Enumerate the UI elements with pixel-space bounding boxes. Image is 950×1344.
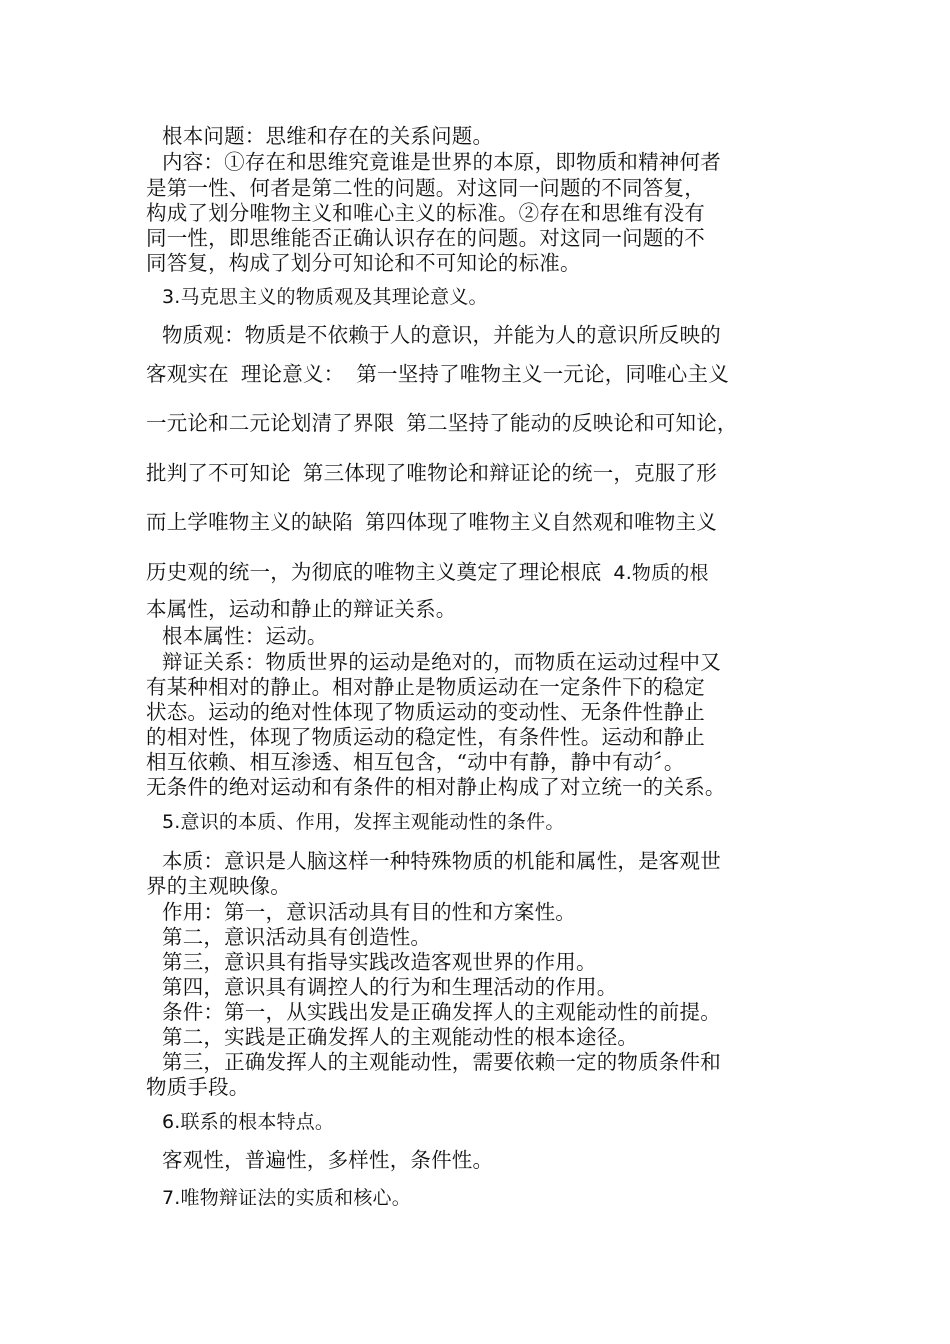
section-heading-5: 5.意识的本质、作用，发挥主观能动性的条件。 xyxy=(162,811,565,833)
text-line: 界的主观映像。 xyxy=(146,874,291,898)
text-line: 有某种相对的静止。相对静止是物质运动在一定条件下的稳定 xyxy=(146,675,705,699)
text-fragment: 而上学唯物主义的缺陷 xyxy=(146,510,353,534)
text-line: 是第一性、何者是第二性的问题。对这同一问题的不同答复， xyxy=(146,176,705,200)
text-fragment: 客观实在 xyxy=(146,362,229,386)
text-line: 第三，正确发挥人的主观能动性，需要依赖一定的物质条件和 xyxy=(162,1050,721,1074)
text-line: 作用：第一，意识活动具有目的性和方案性。 xyxy=(162,900,576,924)
section-heading-3: 3.马克思主义的物质观及其理论意义。 xyxy=(162,286,488,308)
text-line: 第二，意识活动具有创造性。 xyxy=(162,925,432,949)
text-line: 根本属性：运动。 xyxy=(162,624,328,648)
text-line: 物质观：物质是不依赖于人的意识，并能为人的意识所反映的 xyxy=(162,323,721,347)
text-line xyxy=(146,510,826,534)
text-line: 的相对性，体现了物质运动的稳定性，有条件性。运动和静止 xyxy=(146,725,705,749)
text-line: 无条件的绝对运动和有条件的相对静止构成了对立统一的关系。 xyxy=(146,775,726,799)
text-fragment: 历史观的统一，为彻底的唯物主义奠定了理论根底 xyxy=(146,560,602,584)
text-line: 第四，意识具有调控人的行为和生理活动的作用。 xyxy=(162,975,618,999)
text-fragment: 第三体现了唯物论和辩证论的统一，克服了形 xyxy=(302,461,717,485)
text-line xyxy=(146,362,826,386)
text-line: 内容：①存在和思维究竟谁是世界的本原，即物质和精神何者 xyxy=(162,150,721,174)
text-fragment: 第四体现了唯物主义自然观和唯物主义 xyxy=(365,510,717,534)
text-line: 相互依赖、相互渗透、相互包含，“动中有静，静中有动〞。 xyxy=(146,750,685,774)
text-line: 第二，实践是正确发挥人的主观能动性的根本途径。 xyxy=(162,1025,639,1049)
text-line xyxy=(146,461,826,485)
text-fragment: 第二坚持了能动的反映论和可知论， xyxy=(406,411,738,435)
text-line xyxy=(146,560,826,585)
text-line: 根本问题：思维和存在的关系问题。 xyxy=(162,124,494,148)
text-line xyxy=(146,411,826,435)
text-line: 第三，意识具有指导实践改造客观世界的作用。 xyxy=(162,950,597,974)
text-line: 构成了划分唯物主义和唯心主义的标准。②存在和思维有没有 xyxy=(146,201,705,225)
text-fragment: 第一坚持了唯物主义一元论，同唯心主义 xyxy=(356,362,729,386)
text-line: 条件：第一，从实践出发是正确发挥人的主观能动性的前提。 xyxy=(162,1000,721,1024)
section-heading-7: 7.唯物辩证法的实质和核心。 xyxy=(162,1187,411,1209)
text-line: 辩证关系：物质世界的运动是绝对的，而物质在运动过程中又 xyxy=(162,650,721,674)
text-line: 同一性，即思维能否正确认识存在的问题。对这同一问题的不 xyxy=(146,226,705,250)
text-line: 客观性，普遍性，多样性，条件性。 xyxy=(162,1148,494,1172)
section-heading-6: 6.联系的根本特点。 xyxy=(162,1111,335,1133)
text-line: 本质：意识是人脑这样一种特殊物质的机能和属性，是客观世 xyxy=(162,849,721,873)
text-fragment: 批判了不可知论 xyxy=(146,461,291,485)
text-line: 本属性，运动和静止的辩证关系。 xyxy=(146,597,457,621)
text-line: 同答复，构成了划分可知论和不可知论的标准。 xyxy=(146,251,581,275)
section-heading-4: 4.物质的根 xyxy=(613,562,709,584)
text-line: 物质手段。 xyxy=(146,1075,250,1099)
text-line: 状态。运动的绝对性体现了物质运动的变动性、无条件性静止 xyxy=(146,700,705,724)
text-fragment: 理论意义： xyxy=(240,362,345,386)
text-fragment: 一元论和二元论划清了界限 xyxy=(146,411,395,435)
